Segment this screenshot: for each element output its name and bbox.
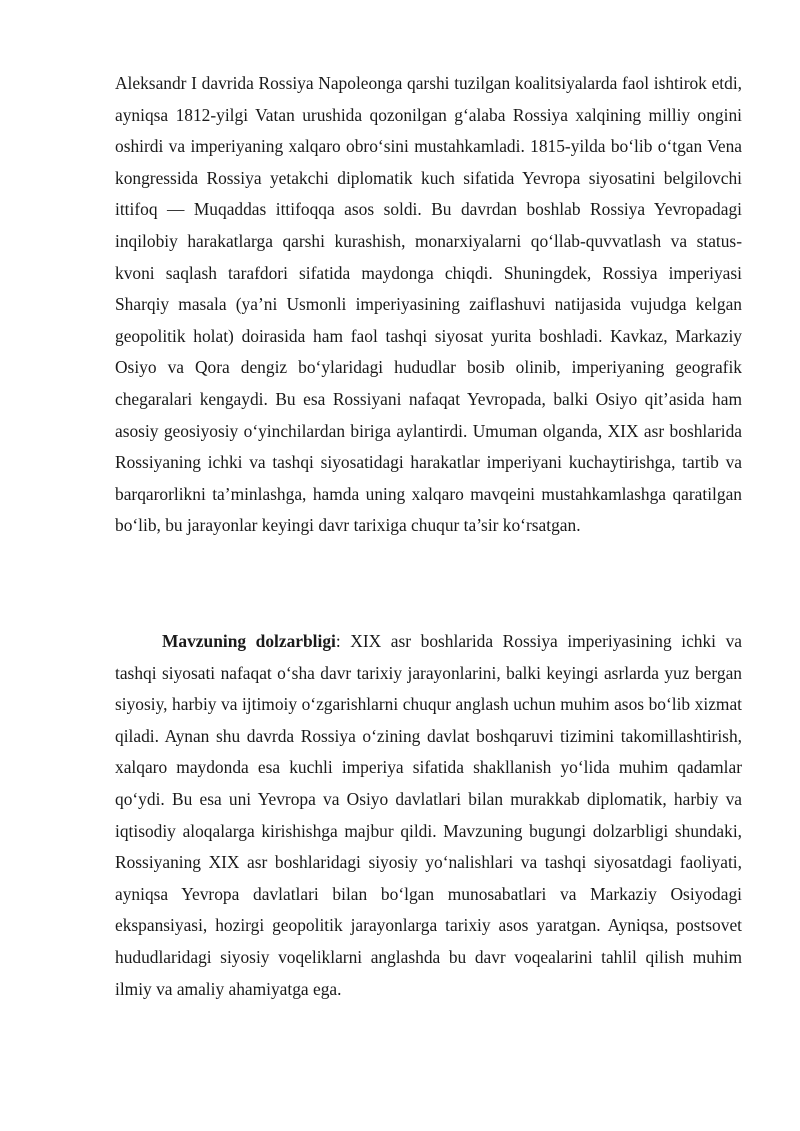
body-paragraph: Aleksandr I davrida Rossiya Napoleonga qarshi tuzilgan koalitsiyalarda faol ishtirok etdi, ayniqsa 1812-yilgi Vatan urushida qozonilgan g‘alaba Rossiya xalqining milliy ongini oshirdi va imperiyaning xalqaro obro‘sini mustahkamladi. 1815-yilda bo‘lib o‘tgan Vena kongressida Rossiya yetakchi diplomatik kuch sifatida Yevropa siyosatini belgilovchi ittifoq — Muqaddas ittifoqqa asos soldi. Bu davrdan boshlab Rossiya Yevropadagi inqilobiy harakatlarga qarshi kurashish, monarxiyalarni qo‘llab-quvvatlash va status-kvoni saqlash tarafdori sifatida maydonga chiqdi. Shuningdek, Rossiya imperiyasi Sharqiy masala (ya’ni Usmonli imperiyasining zaiflashuvi natijasida vujudga kelgan geopolitik holat) doirasida ham faol tashqi siyosat yurita boshladi. Kavkaz, Markaziy Osiyo va Qora dengiz bo‘ylaridagi hududlar bosib olinib, imperiyaning geografik chegaralari kengaydi. Bu esa Rossiyani nafaqat Yevropada, balki Osiyo qit’asida ham asosiy geosiyosiy o‘yinchilardan biriga aylantirdi. Umuman olganda, XIX asr boshlarida Rossiyaning ichki va tashqi siyosatidagi harakatlar imperiyani kuchaytirishga, tartib va barqarorlikni ta’minlashga, hamda uning xalqaro mavqeini mustahkamlashga qaratilgan bo‘lib, bu jarayonlar keyingi davr tarixiga chuqur ta’sir ko‘rsatgan. — [115, 73, 742, 536]
section-heading: Mavzuning dolzarbligi — [162, 631, 336, 651]
relevance-paragraph — [115, 626, 742, 1005]
relevance-text: XIX asr boshlarida Rossiya imperiyasining ichki va tashqi siyosati nafaqat o‘sha davr tarixiy jarayonlarini, balki keyingi asrlarda yuz bergan siyosiy, harbiy va ijtimoiy o‘zgarishlarni chuqur anglash uchun muhim asos bo‘lib xizmat qiladi. Aynan shu davrda Rossiya o‘zining davlat boshqaruvi tizimini takomillashtirish, xalqaro maydonda esa kuchli imperiya sifatida shakllanish yo‘lida muhim qadamlar qo‘ydi. Bu esa uni Yevropa va Osiyo davlatlari bilan murakkab diplomatik, harbiy va iqtisodiy aloqalarga kirishishga majbur qildi. Mavzuning bugungi dolzarbligi shundaki, Rossiyaning XIX asr boshlaridagi siyosiy yo‘nalishlari va tashqi siyosatdagi faoliyati, ayniqsa Yevropa davlatlari bilan bo‘lgan munosabatlari va Markaziy Osiyodagi ekspansiyasi, hozirgi geopolitik jarayonlarga tarixiy asos yaratgan. Ayniqsa, postsovet hududlaridagi siyosiy voqeliklarni anglashda bu davr voqealarini tahlil qilish muhim ilmiy va amaliy ahamiyatga ega. — [115, 631, 743, 999]
heading-separator: : — [335, 631, 341, 651]
